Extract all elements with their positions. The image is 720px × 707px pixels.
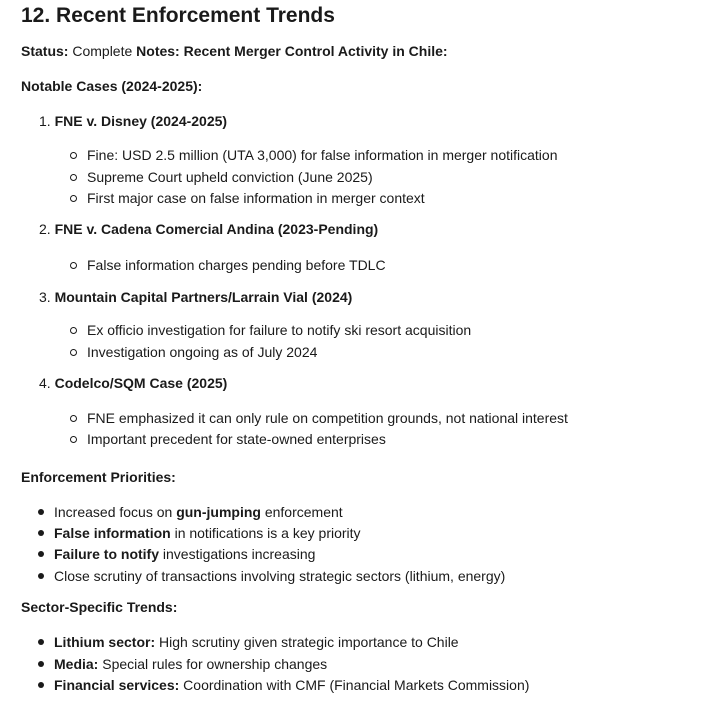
priority-emphasis: Failure to notify	[54, 546, 159, 562]
case-point: Supreme Court upheld conviction (June 2025)	[69, 168, 373, 186]
case-point: Investigation ongoing as of July 2024	[69, 343, 317, 361]
sector-label: Media:	[54, 656, 99, 672]
sector-item	[36, 655, 327, 673]
priority-text: Increased focus on	[54, 504, 177, 520]
priority-item	[36, 503, 343, 521]
priority-text: investigations increasing	[159, 546, 316, 562]
case-item	[39, 374, 227, 392]
case-number: 2.	[39, 221, 51, 237]
sector-label: Financial services:	[54, 677, 180, 693]
priority-text: in notifications is a key priority	[170, 525, 361, 541]
case-point: FNE emphasized it can only rule on competition grounds, not national interest	[69, 409, 568, 427]
page-title: 12. Recent Enforcement Trends	[21, 4, 335, 27]
case-item	[39, 288, 352, 306]
case-number: 3.	[39, 289, 51, 305]
case-item	[39, 220, 378, 238]
notes-label: Notes:	[136, 43, 180, 59]
notable-cases-heading: Notable Cases (2024-2025):	[21, 78, 203, 94]
case-number: 1.	[39, 113, 51, 129]
sector-trends-heading: Sector-Specific Trends:	[21, 599, 178, 615]
case-point: Ex officio investigation for failure to notify ski resort acquisition	[69, 321, 471, 339]
case-title: FNE v. Disney (2024-2025)	[54, 113, 228, 129]
priority-text: enforcement	[260, 504, 343, 520]
sector-text: Special rules for ownership changes	[98, 656, 328, 672]
case-title: Codelco/SQM Case (2025)	[54, 375, 228, 391]
sector-item	[36, 676, 529, 694]
sector-text: High scrutiny given strategic importance to Chile	[155, 634, 459, 650]
case-title: Mountain Capital Partners/Larrain Vial (2024)	[54, 289, 353, 305]
enforcement-priorities-heading: Enforcement Priorities:	[21, 469, 176, 485]
case-item	[39, 112, 227, 130]
status-line	[21, 42, 448, 60]
status-value: Complete	[72, 43, 133, 59]
case-title: FNE v. Cadena Comercial Andina (2023-Pending)	[54, 221, 379, 237]
sector-label: Lithium sector:	[54, 634, 156, 650]
priority-item	[36, 524, 361, 542]
case-point: False information charges pending before TDLC	[69, 256, 386, 274]
priority-emphasis: False information	[54, 525, 171, 541]
case-number: 4.	[39, 375, 51, 391]
status-label: Status:	[21, 43, 69, 59]
sector-item	[36, 633, 459, 651]
case-point: Fine: USD 2.5 million (UTA 3,000) for false information in merger notification	[69, 146, 558, 164]
sector-text: Coordination with CMF (Financial Markets Commission)	[179, 677, 530, 693]
case-point: Important precedent for state-owned enterprises	[69, 430, 386, 448]
notes-value: Recent Merger Control Activity in Chile:	[183, 43, 448, 59]
priority-item	[36, 545, 315, 563]
priority-emphasis: gun-jumping	[176, 504, 261, 520]
priority-text: Close scrutiny of transactions involving strategic sectors (lithium, energy)	[54, 568, 506, 584]
case-point: First major case on false information in merger context	[69, 189, 425, 207]
priority-item	[36, 567, 505, 585]
